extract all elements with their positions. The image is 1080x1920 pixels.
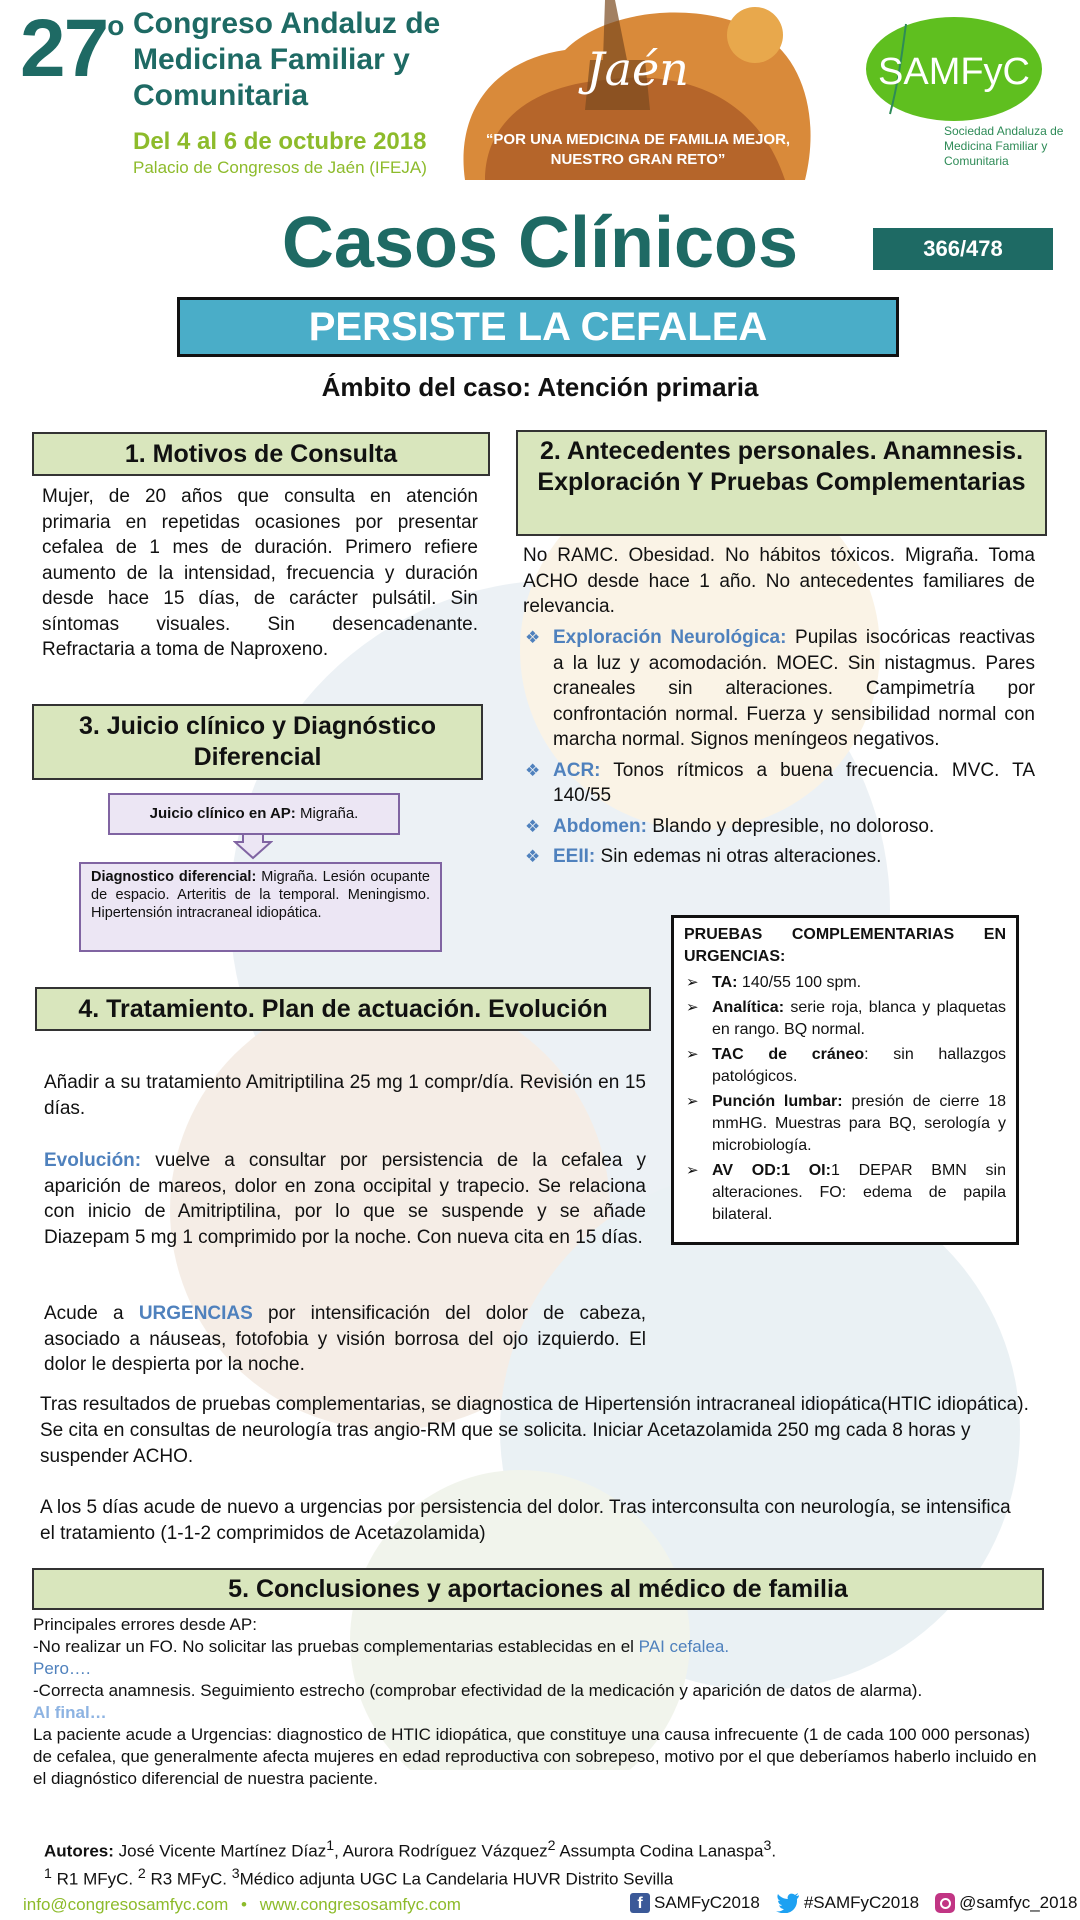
complementary-tests-list bbox=[684, 972, 1006, 1226]
list-item: ➢ AV OD:1 OI:1 DEPAR BMN sin alteraciones. FO: edema de papila bilateral. bbox=[686, 1162, 1007, 1223]
case-number-badge: 366/478 bbox=[873, 228, 1053, 270]
congress-dates: Del 4 al 6 de octubre 2018 bbox=[133, 128, 427, 155]
clinical-judgement-box: Juicio clínico en AP: Migraña. bbox=[108, 793, 400, 835]
list-item: ❖ Abdomen: Blando y depresible, no doloroso. bbox=[523, 814, 1035, 840]
list-item: ➢ TAC de cráneo: sin hallazgos patológicos. bbox=[686, 1046, 1006, 1085]
footer-social bbox=[630, 1893, 1077, 1913]
instagram-icon bbox=[935, 1893, 955, 1913]
section-3-heading: 3. Juicio clínico y Diagnóstico Diferencial bbox=[32, 704, 483, 780]
city-title: Jaén bbox=[586, 42, 689, 96]
section-2-heading: 2. Antecedentes personales. Anamnesis. Exploración Y Pruebas Complementarias bbox=[516, 430, 1047, 536]
instagram-link[interactable]: @samfyc_2018 bbox=[935, 1893, 1077, 1913]
footer-contact: info@congresosamfyc.com • www.congresosamfyc.com bbox=[23, 1895, 461, 1914]
congress-name: Congreso Andaluz de Medicina Familiar y Comunitaria bbox=[133, 7, 441, 112]
case-scope: Ámbito del caso: Atención primaria bbox=[321, 372, 759, 402]
diamond-bullet-icon: ❖ bbox=[525, 847, 541, 866]
facebook-icon: f bbox=[630, 1893, 650, 1913]
list-item: ➢ Analítica: serie roja, blanca y plaquetas en rango. BQ normal. bbox=[686, 999, 1006, 1038]
complementary-tests-box bbox=[671, 915, 1019, 1245]
list-item: ➢ TA: 140/55 100 spm. bbox=[684, 972, 1006, 994]
list-item: ➢ Punción lumbar: presión de cierre 18 mmHG. Muestras para BQ, serología y microbiología. bbox=[686, 1093, 1006, 1154]
down-arrow-icon bbox=[233, 834, 273, 860]
differential-diagnosis-box: Diagnostico diferencial: Migraña. Lesión ocupante de espacio. Arteritis de la temporal. Meningismo. Hipertensión intracraneal idiopática. bbox=[79, 862, 442, 952]
arrow-bullet-icon: ➢ bbox=[686, 974, 699, 991]
list-item: ❖ Exploración Neurológica: Pupilas isocóricas reactivas a la luz y acomodación. MOEC. Sin nistagmus. Pares craneales sin alteraciones. Campimetría por confrontación normal. Fuerza y sensibilidad normal con marcha normal. Signos meníngeos negativos. bbox=[525, 627, 1035, 750]
emergency-text: Acude a URGENCIAS por intensificación del dolor de cabeza, asociado a náuseas, fotofobia y visión borrosa del ojo izquierdo. El dolor le despierta por la noche. bbox=[44, 1303, 647, 1375]
diamond-bullet-icon: ❖ bbox=[525, 628, 541, 647]
list-item: ❖ ACR: Tonos rítmicos a buena frecuencia. MVC. TA 140/55 bbox=[525, 759, 1035, 806]
society-name: Sociedad Andaluza de Medicina Familiar y Comunitaria bbox=[944, 124, 1064, 168]
poster-category: Casos Clínicos bbox=[281, 203, 799, 283]
evolution-text: Evolución: vuelve a consultar por persistencia de la cefalea y aparición de mareos, dolor en zona occipital y trapecio. Se relaciona con inicio de Amitriptilina, por lo que se suspende y se añade Diazepam 5 mg 1 comprimido por la noche. Con nueva cita en 15 días. bbox=[44, 1150, 646, 1248]
website-link[interactable]: www.congresosamfyc.com bbox=[259, 1895, 461, 1914]
twitter-icon bbox=[776, 1893, 800, 1913]
email-link[interactable]: info@congresosamfyc.com bbox=[23, 1895, 229, 1914]
followup-text: A los 5 días acude de nuevo a urgencias por persistencia del dolor. Tras interconsulta con neurología, se intensifica el tratamiento (1-1-2 comprimidos de Acetazolamida) bbox=[40, 1497, 1011, 1544]
list-item: ❖ EEII: Sin edemas ni otras alteraciones. bbox=[523, 844, 1035, 870]
arrow-bullet-icon: ➢ bbox=[686, 1046, 699, 1063]
arrow-bullet-icon: ➢ bbox=[686, 1093, 699, 1110]
congress-venue: Palacio de Congresos de Jaén (IFEJA) bbox=[133, 158, 427, 177]
conclusions-text: Principales errores desde AP: -No realizar un FO. No solicitar las pruebas complementarias establecidas en el PAI cefalea. Pero…. -Correcta anamnesis. Seguimiento estrecho (comprobar efectividad de la medicación y aparición de datos de alarma). Al final… La paciente acude a Urgencias: diagnostico de HTIC idiopática, que constituye una causa infrecuente (1 de cada 100 000 personas) de cefalea, que generalmente afecta mujeres en edad reproductiva con sobrepeso, motivo por el que deberíamos haberlo incluido en el diagnóstico diferencial de nuestra paciente. bbox=[33, 1615, 1037, 1788]
arrow-bullet-icon: ➢ bbox=[686, 999, 699, 1016]
section-4-heading: 4. Tratamiento. Plan de actuación. Evolución bbox=[35, 987, 651, 1031]
diamond-bullet-icon: ❖ bbox=[525, 760, 541, 780]
section-2-text: No RAMC. Obesidad. No hábitos tóxicos. Migraña. Toma ACHO desde hace 1 año. No antecedentes familiares de relevancia. bbox=[523, 545, 1035, 617]
case-title: PERSISTE LA CEFALEA bbox=[177, 297, 899, 357]
congress-motto: “POR UNA MEDICINA DE FAMILIA MEJOR, NUESTRO GRAN RETO” bbox=[485, 131, 791, 168]
exploration-list bbox=[523, 625, 1035, 875]
section-1-heading: 1. Motivos de Consulta bbox=[32, 432, 490, 476]
diagnosis-text: Tras resultados de pruebas complementarias, se diagnostica de Hipertensión intracraneal idiopática(HTIC idiopática). Se cita en consultas de neurología tras angio-RM que se solicita. Iniciar Acetazolamida 250 mg cada 8 horas y suspender ACHO. bbox=[40, 1394, 1029, 1467]
arrow-bullet-icon: ➢ bbox=[686, 1162, 699, 1179]
twitter-link[interactable]: #SAMFyC2018 bbox=[776, 1893, 919, 1913]
samfyc-logo bbox=[862, 14, 1042, 134]
edition-number: 27$^o$ bbox=[20, 3, 123, 94]
facebook-link[interactable]: f SAMFyC2018 bbox=[630, 1893, 760, 1913]
samfyc-logo-text: SAMFyC bbox=[878, 51, 1030, 93]
authors: Autores: José Vicente Martínez Díaz$^1$, Aurora Rodríguez Vázquez$^2$ Assumpta Codina Lanaspa$^3$. $^1$ R1 MFyC. $^2$ R3 MFyC. $^3$Médico adjunta UGC La Candelaria HUVR Distrito Sevilla bbox=[44, 1838, 777, 1889]
complementary-tests-heading: PRUEBAS COMPLEMENTARIAS EN URGENCIAS: bbox=[684, 926, 1006, 965]
treatment-text: Añadir a su tratamiento Amitriptilina 25 mg 1 compr/día. Revisión en 15 días. bbox=[44, 1072, 646, 1119]
section-5-heading: 5. Conclusiones y aportaciones al médico de familia bbox=[32, 1568, 1044, 1610]
section-1-text: Mujer, de 20 años que consulta en atención primaria en repetidas ocasiones por presentar cefalea de 1 mes de duración. Primero refiere aumento de la intensidad, frecuencia y duración desde hace 15 días, de carácter pulsátil. Sin síntomas visuales. Sin desencadenante. Refractaria a toma de Naproxeno. bbox=[42, 486, 478, 660]
diamond-bullet-icon: ❖ bbox=[525, 816, 541, 836]
